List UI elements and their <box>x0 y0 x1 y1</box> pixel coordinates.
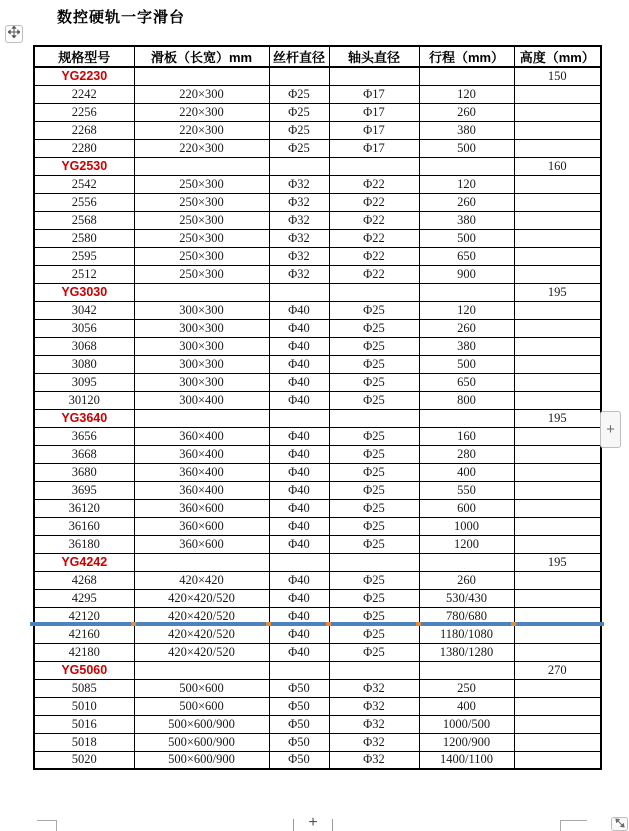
value-cell[interactable]: 500×600 <box>134 679 269 697</box>
value-cell[interactable] <box>419 553 514 571</box>
value-cell[interactable] <box>134 157 269 175</box>
column-header[interactable]: 轴头直径 <box>329 46 419 67</box>
value-cell[interactable] <box>329 553 419 571</box>
value-cell[interactable]: Φ25 <box>329 427 419 445</box>
value-cell[interactable]: 1400/1100 <box>419 751 514 769</box>
data-row <box>34 589 601 607</box>
value-cell[interactable] <box>514 175 601 193</box>
value-cell[interactable]: 380 <box>419 337 514 355</box>
value-cell[interactable]: 195 <box>514 553 601 571</box>
value-cell[interactable] <box>514 319 601 337</box>
value-cell[interactable]: Φ40 <box>269 535 329 553</box>
value-cell[interactable]: Φ22 <box>329 229 419 247</box>
data-row <box>34 355 601 373</box>
value-cell[interactable]: 160 <box>419 427 514 445</box>
value-cell[interactable]: 250×300 <box>134 265 269 283</box>
value-cell[interactable] <box>514 247 601 265</box>
value-cell[interactable]: Φ25 <box>269 85 329 103</box>
data-row <box>34 229 601 247</box>
model-cell[interactable]: 4268 <box>34 571 134 589</box>
value-cell[interactable]: Φ25 <box>329 301 419 319</box>
value-cell[interactable]: 220×300 <box>134 139 269 157</box>
value-cell[interactable]: 1000 <box>419 517 514 535</box>
value-cell[interactable]: Φ32 <box>269 265 329 283</box>
data-row <box>34 247 601 265</box>
value-cell[interactable] <box>514 463 601 481</box>
value-cell[interactable]: 360×400 <box>134 481 269 499</box>
page-margin-mark-left <box>37 820 57 831</box>
value-cell[interactable]: Φ50 <box>269 715 329 733</box>
value-cell[interactable]: Φ50 <box>269 697 329 715</box>
value-cell[interactable] <box>514 337 601 355</box>
value-cell[interactable]: 150 <box>514 67 601 85</box>
value-cell[interactable] <box>329 661 419 679</box>
page-title: 数控硬轨一字滑台 <box>57 9 186 26</box>
value-cell[interactable]: 1180/1080 <box>419 625 514 643</box>
model-cell[interactable]: 36180 <box>34 535 134 553</box>
value-cell[interactable] <box>514 103 601 121</box>
value-cell[interactable]: Φ40 <box>269 517 329 535</box>
value-cell[interactable]: 500×600/900 <box>134 733 269 751</box>
data-row <box>34 733 601 751</box>
model-cell[interactable]: 42160 <box>34 625 134 643</box>
model-cell[interactable]: 2556 <box>34 193 134 211</box>
data-row <box>34 373 601 391</box>
value-cell[interactable]: Φ40 <box>269 427 329 445</box>
value-cell[interactable]: Φ40 <box>269 319 329 337</box>
value-cell[interactable]: Φ25 <box>329 643 419 661</box>
value-cell[interactable]: 500×600 <box>134 697 269 715</box>
value-cell[interactable]: Φ40 <box>269 445 329 463</box>
value-cell[interactable]: 220×300 <box>134 85 269 103</box>
value-cell[interactable]: 120 <box>419 175 514 193</box>
value-cell[interactable]: 500×600/900 <box>134 715 269 733</box>
value-cell[interactable]: Φ40 <box>269 391 329 409</box>
value-cell[interactable]: Φ25 <box>329 481 419 499</box>
data-row <box>34 337 601 355</box>
value-cell[interactable] <box>514 85 601 103</box>
data-row <box>34 175 601 193</box>
spec-table-header-row <box>34 46 601 67</box>
value-cell[interactable]: Φ25 <box>329 355 419 373</box>
value-cell[interactable]: Φ32 <box>269 229 329 247</box>
model-cell[interactable]: 3656 <box>34 427 134 445</box>
model-cell[interactable]: YG2530 <box>34 157 134 175</box>
value-cell[interactable] <box>329 157 419 175</box>
model-cell[interactable]: 2242 <box>34 85 134 103</box>
value-cell[interactable]: Φ25 <box>329 535 419 553</box>
value-cell[interactable]: Φ17 <box>329 103 419 121</box>
resize-diagonal-icon <box>615 815 625 831</box>
value-cell[interactable] <box>514 679 601 697</box>
value-cell[interactable]: Φ40 <box>269 301 329 319</box>
value-cell[interactable]: 530/430 <box>419 589 514 607</box>
model-cell[interactable]: 5010 <box>34 697 134 715</box>
value-cell[interactable] <box>419 409 514 427</box>
value-cell[interactable]: Φ25 <box>329 463 419 481</box>
model-cell[interactable]: 3668 <box>34 445 134 463</box>
value-cell[interactable] <box>514 697 601 715</box>
value-cell[interactable]: Φ32 <box>329 751 419 769</box>
group-row <box>34 553 601 571</box>
data-row <box>34 103 601 121</box>
value-cell[interactable]: 360×400 <box>134 445 269 463</box>
data-row <box>34 751 601 769</box>
value-cell[interactable] <box>419 67 514 85</box>
model-cell[interactable]: YG2230 <box>34 67 134 85</box>
model-cell[interactable]: 2268 <box>34 121 134 139</box>
value-cell[interactable]: Φ22 <box>329 193 419 211</box>
value-cell[interactable] <box>419 157 514 175</box>
group-row <box>34 661 601 679</box>
spec-table <box>33 45 602 770</box>
value-cell[interactable]: 360×400 <box>134 427 269 445</box>
data-row <box>34 481 601 499</box>
value-cell[interactable]: Φ40 <box>269 355 329 373</box>
group-row <box>34 67 601 85</box>
model-cell[interactable]: 5016 <box>34 715 134 733</box>
group-row <box>34 409 601 427</box>
value-cell[interactable]: Φ25 <box>329 517 419 535</box>
value-cell[interactable]: Φ25 <box>269 103 329 121</box>
value-cell[interactable] <box>134 283 269 301</box>
value-cell[interactable] <box>514 121 601 139</box>
data-row <box>34 319 601 337</box>
value-cell[interactable]: 500 <box>419 355 514 373</box>
value-cell[interactable]: 300×300 <box>134 301 269 319</box>
value-cell[interactable] <box>514 715 601 733</box>
value-cell[interactable]: 500 <box>419 139 514 157</box>
value-cell[interactable] <box>419 283 514 301</box>
value-cell[interactable]: Φ40 <box>269 625 329 643</box>
model-cell[interactable]: 2256 <box>34 103 134 121</box>
value-cell[interactable]: 500×600/900 <box>134 751 269 769</box>
model-cell[interactable]: 36120 <box>34 499 134 517</box>
value-cell[interactable]: Φ32 <box>269 175 329 193</box>
model-cell[interactable]: 2542 <box>34 175 134 193</box>
model-cell[interactable]: 3695 <box>34 481 134 499</box>
value-cell[interactable]: 360×400 <box>134 463 269 481</box>
insert-column-button[interactable]: + <box>600 411 621 448</box>
value-cell[interactable]: 780/680 <box>419 607 514 625</box>
divider-tick <box>326 622 331 626</box>
value-cell[interactable]: Φ25 <box>329 607 419 625</box>
data-row <box>34 391 601 409</box>
group-row <box>34 283 601 301</box>
insert-row-guide-right <box>332 819 333 831</box>
model-cell[interactable]: 42120 <box>34 607 134 625</box>
data-row <box>34 499 601 517</box>
data-row <box>34 697 601 715</box>
data-row <box>34 445 601 463</box>
value-cell[interactable] <box>514 229 601 247</box>
value-cell[interactable]: Φ32 <box>269 247 329 265</box>
divider-tick <box>416 622 421 626</box>
value-cell[interactable]: Φ25 <box>329 391 419 409</box>
value-cell[interactable]: Φ22 <box>329 175 419 193</box>
page-margin-mark-right <box>560 820 587 831</box>
value-cell[interactable] <box>514 643 601 661</box>
model-cell[interactable]: 4295 <box>34 589 134 607</box>
model-cell[interactable]: YG4242 <box>34 553 134 571</box>
page-break-divider <box>30 622 604 626</box>
value-cell[interactable]: 550 <box>419 481 514 499</box>
value-cell[interactable] <box>269 283 329 301</box>
value-cell[interactable] <box>134 661 269 679</box>
value-cell[interactable]: 250×300 <box>134 175 269 193</box>
value-cell[interactable]: Φ32 <box>329 697 419 715</box>
value-cell[interactable]: Φ22 <box>329 247 419 265</box>
data-row <box>34 535 601 553</box>
value-cell[interactable]: Φ40 <box>269 463 329 481</box>
data-row <box>34 463 601 481</box>
value-cell[interactable]: Φ40 <box>269 571 329 589</box>
value-cell[interactable]: Φ50 <box>269 679 329 697</box>
model-cell[interactable]: 2280 <box>34 139 134 157</box>
value-cell[interactable]: Φ40 <box>269 373 329 391</box>
value-cell[interactable]: 500 <box>419 229 514 247</box>
value-cell[interactable]: Φ25 <box>269 139 329 157</box>
value-cell[interactable]: Φ25 <box>329 373 419 391</box>
value-cell[interactable]: 260 <box>419 319 514 337</box>
value-cell[interactable] <box>514 373 601 391</box>
move-icon <box>8 25 20 43</box>
value-cell[interactable]: Φ50 <box>269 733 329 751</box>
value-cell[interactable] <box>514 265 601 283</box>
group-row <box>34 157 601 175</box>
value-cell[interactable]: Φ40 <box>269 589 329 607</box>
value-cell[interactable]: Φ40 <box>269 643 329 661</box>
table-resize-handle[interactable] <box>611 817 628 831</box>
model-cell[interactable]: 2580 <box>34 229 134 247</box>
value-cell[interactable]: Φ40 <box>269 481 329 499</box>
value-cell[interactable]: Φ32 <box>269 211 329 229</box>
value-cell[interactable]: Φ40 <box>269 499 329 517</box>
value-cell[interactable] <box>514 193 601 211</box>
value-cell[interactable] <box>514 625 601 643</box>
value-cell[interactable]: Φ25 <box>329 319 419 337</box>
spec-table-body <box>34 67 601 769</box>
value-cell[interactable]: 300×300 <box>134 373 269 391</box>
model-cell[interactable]: 3680 <box>34 463 134 481</box>
value-cell[interactable] <box>514 391 601 409</box>
model-cell[interactable]: 3068 <box>34 337 134 355</box>
value-cell[interactable]: 260 <box>419 571 514 589</box>
value-cell[interactable]: 420×420/520 <box>134 589 269 607</box>
value-cell[interactable]: 360×600 <box>134 535 269 553</box>
data-row <box>34 625 601 643</box>
value-cell[interactable] <box>514 589 601 607</box>
value-cell[interactable]: 220×300 <box>134 121 269 139</box>
data-row <box>34 85 601 103</box>
value-cell[interactable]: 1200 <box>419 535 514 553</box>
value-cell[interactable]: Φ40 <box>269 607 329 625</box>
value-cell[interactable]: Φ32 <box>329 715 419 733</box>
value-cell[interactable]: Φ32 <box>329 679 419 697</box>
value-cell[interactable]: 650 <box>419 247 514 265</box>
value-cell[interactable]: 270 <box>514 661 601 679</box>
model-cell[interactable]: YG3640 <box>34 409 134 427</box>
value-cell[interactable] <box>514 211 601 229</box>
value-cell[interactable]: 650 <box>419 373 514 391</box>
model-cell[interactable]: 5018 <box>34 733 134 751</box>
model-cell[interactable]: 3042 <box>34 301 134 319</box>
table-move-handle[interactable] <box>5 25 23 43</box>
value-cell[interactable] <box>269 67 329 85</box>
column-header[interactable]: 规格型号 <box>34 46 134 67</box>
divider-tick <box>266 622 271 626</box>
data-row <box>34 679 601 697</box>
model-cell[interactable]: YG3030 <box>34 283 134 301</box>
value-cell[interactable]: 120 <box>419 301 514 319</box>
value-cell[interactable]: Φ50 <box>269 751 329 769</box>
value-cell[interactable]: 400 <box>419 463 514 481</box>
divider-tick <box>131 622 136 626</box>
data-row <box>34 211 601 229</box>
value-cell[interactable]: 260 <box>419 193 514 211</box>
data-row <box>34 193 601 211</box>
value-cell[interactable] <box>134 67 269 85</box>
value-cell[interactable] <box>514 751 601 769</box>
model-cell[interactable]: 36160 <box>34 517 134 535</box>
value-cell[interactable] <box>134 553 269 571</box>
value-cell[interactable]: 260 <box>419 103 514 121</box>
value-cell[interactable]: 360×600 <box>134 499 269 517</box>
value-cell[interactable] <box>514 139 601 157</box>
model-cell[interactable]: 5020 <box>34 751 134 769</box>
value-cell[interactable] <box>514 355 601 373</box>
model-cell[interactable]: 3056 <box>34 319 134 337</box>
value-cell[interactable]: 300×300 <box>134 355 269 373</box>
data-row <box>34 139 601 157</box>
data-row <box>34 427 601 445</box>
value-cell[interactable] <box>134 409 269 427</box>
data-row <box>34 265 601 283</box>
value-cell[interactable] <box>514 445 601 463</box>
column-header[interactable]: 丝杆直径 <box>269 46 329 67</box>
value-cell[interactable]: 420×420/520 <box>134 625 269 643</box>
value-cell[interactable]: 900 <box>419 265 514 283</box>
value-cell[interactable] <box>269 157 329 175</box>
value-cell[interactable] <box>269 553 329 571</box>
value-cell[interactable]: Φ25 <box>329 589 419 607</box>
value-cell[interactable]: Φ17 <box>329 139 419 157</box>
value-cell[interactable]: 220×300 <box>134 103 269 121</box>
value-cell[interactable] <box>514 571 601 589</box>
value-cell[interactable]: 300×300 <box>134 319 269 337</box>
value-cell[interactable]: Φ25 <box>329 445 419 463</box>
value-cell[interactable]: Φ17 <box>329 85 419 103</box>
value-cell[interactable]: 380 <box>419 211 514 229</box>
value-cell[interactable] <box>269 409 329 427</box>
value-cell[interactable]: 195 <box>514 283 601 301</box>
value-cell[interactable]: 800 <box>419 391 514 409</box>
value-cell[interactable] <box>514 517 601 535</box>
insert-row-guide-left <box>293 819 294 831</box>
data-row <box>34 121 601 139</box>
value-cell[interactable]: Φ25 <box>329 337 419 355</box>
value-cell[interactable]: 250 <box>419 679 514 697</box>
model-cell[interactable]: 2595 <box>34 247 134 265</box>
data-row <box>34 517 601 535</box>
value-cell[interactable]: 1200/900 <box>419 733 514 751</box>
value-cell[interactable]: Φ25 <box>329 625 419 643</box>
value-cell[interactable]: 250×300 <box>134 193 269 211</box>
value-cell[interactable]: 250×300 <box>134 229 269 247</box>
column-header[interactable]: 滑板（长宽）mm <box>134 46 269 67</box>
value-cell[interactable] <box>269 661 329 679</box>
value-cell[interactable]: 250×300 <box>134 211 269 229</box>
value-cell[interactable]: Φ25 <box>269 121 329 139</box>
value-cell[interactable] <box>329 409 419 427</box>
value-cell[interactable]: 420×420/520 <box>134 643 269 661</box>
value-cell[interactable]: 420×420/520 <box>134 607 269 625</box>
data-row <box>34 571 601 589</box>
value-cell[interactable]: 420×420 <box>134 571 269 589</box>
data-row <box>34 643 601 661</box>
value-cell[interactable] <box>419 661 514 679</box>
value-cell[interactable]: 300×400 <box>134 391 269 409</box>
value-cell[interactable]: Φ32 <box>329 733 419 751</box>
insert-row-control <box>290 816 336 831</box>
value-cell[interactable] <box>329 67 419 85</box>
value-cell[interactable]: Φ17 <box>329 121 419 139</box>
model-cell[interactable]: 2512 <box>34 265 134 283</box>
model-cell[interactable]: 5085 <box>34 679 134 697</box>
value-cell[interactable]: 400 <box>419 697 514 715</box>
value-cell[interactable]: 250×300 <box>134 247 269 265</box>
value-cell[interactable] <box>329 283 419 301</box>
divider-tick <box>511 622 516 626</box>
value-cell[interactable] <box>514 499 601 517</box>
column-header[interactable]: 行程（mm） <box>419 46 514 67</box>
model-cell[interactable]: 42180 <box>34 643 134 661</box>
model-cell[interactable]: YG5060 <box>34 661 134 679</box>
value-cell[interactable] <box>514 301 601 319</box>
value-cell[interactable]: 120 <box>419 85 514 103</box>
value-cell[interactable]: 160 <box>514 157 601 175</box>
model-cell[interactable]: 3095 <box>34 373 134 391</box>
value-cell[interactable]: Φ32 <box>269 193 329 211</box>
value-cell[interactable] <box>514 427 601 445</box>
value-cell[interactable] <box>514 733 601 751</box>
value-cell[interactable] <box>514 481 601 499</box>
value-cell[interactable]: 380 <box>419 121 514 139</box>
data-row <box>34 715 601 733</box>
model-cell[interactable]: 2568 <box>34 211 134 229</box>
value-cell[interactable]: Φ40 <box>269 337 329 355</box>
data-row <box>34 301 601 319</box>
value-cell[interactable]: 300×300 <box>134 337 269 355</box>
value-cell[interactable]: Φ25 <box>329 571 419 589</box>
insert-row-button[interactable]: + <box>308 814 318 831</box>
value-cell[interactable]: 1380/1280 <box>419 643 514 661</box>
value-cell[interactable]: 600 <box>419 499 514 517</box>
value-cell[interactable]: 360×600 <box>134 517 269 535</box>
model-cell[interactable]: 3080 <box>34 355 134 373</box>
value-cell[interactable]: Φ22 <box>329 211 419 229</box>
value-cell[interactable]: 1000/500 <box>419 715 514 733</box>
value-cell[interactable]: 280 <box>419 445 514 463</box>
column-header[interactable]: 高度（mm） <box>514 46 601 67</box>
value-cell[interactable]: Φ22 <box>329 265 419 283</box>
model-cell[interactable]: 30120 <box>34 391 134 409</box>
value-cell[interactable]: 195 <box>514 409 601 427</box>
value-cell[interactable]: Φ25 <box>329 499 419 517</box>
value-cell[interactable] <box>514 535 601 553</box>
